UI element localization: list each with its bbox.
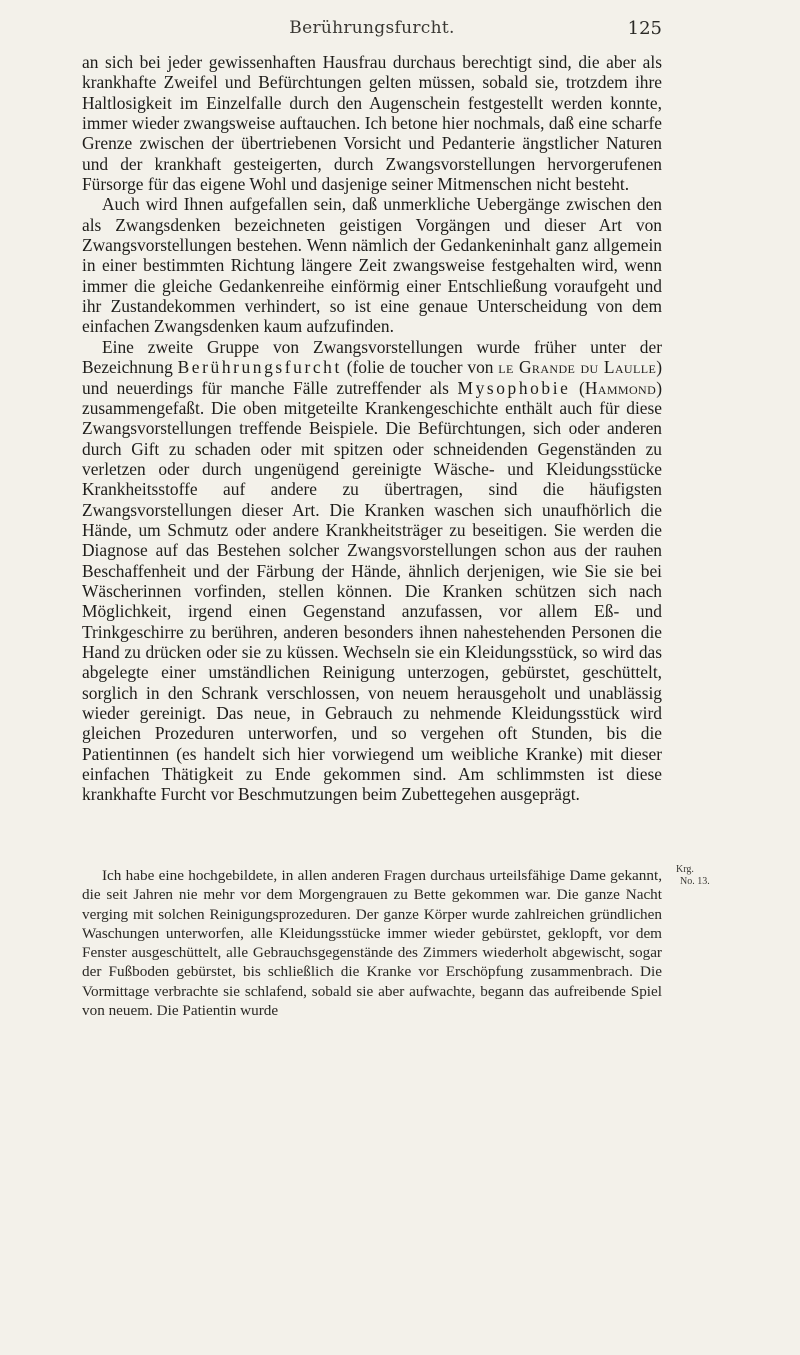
text-run: Auch wird Ihnen aufgefallen sein, daß unmerkliche Uebergänge zwischen den als Zwangsdenken bezeichneten geistigen Vorgängen und dieser Art von Zwangsvorstellungen bestehen. Wenn nämlich der Gedankeninhalt ganz allgemein in einer bestimmten Richtung längere Zeit zwangsweise festgehalten wird, wenn immer die gleiche Gedankenreihe einförmig einer Entschließung voraufgeht und ihr Zustandekommen verhindert, so ist eine genaue Unterscheidung von dem einfachen Zwangsdenken kaum aufzufinden.	[82, 194, 662, 337]
text-run: (folie de toucher von	[341, 357, 499, 378]
text-run: ) zusammengefaßt. Die oben mitgeteilte Krankengeschichte enthält auch für diese Zwangsvorstellungen treffende Beispiele. Die Befürchtungen, sich oder anderen durch Gift zu schaden oder mit spitzen oder schneidenden Gegenständen zu verletzen oder durch ungenügend gereinigte Wäsche- und Kleidungsstücke Krankheitsstoffe auf andere zu übertragen, sind die häufigsten Zwangsvorstellungen dieser Art. Die Kranken waschen sich unaufhörlich die Hände, um Schmutz oder andere Krankheitsträger zu beseitigen. Sie werden die Diagnose auf das Bestehen solcher Zwangsvorstellungen schon aus der rauhen Beschaffenheit und der Färbung der Hände, ähnlich derjenigen, wie Sie sie bei Wäscherinnen vorfinden, stellen können. Die Kranken schützen sich nach Möglichkeit, irgend einen Gegenstand anzufassen, vor allem Eß- und Trinkgeschirre zu berühren, anderen besonders ihnen nahestehenden Personen die Hand zu drücken oder sie zu küssen. Wechseln sie ein Kleidungsstück, so wird das abgelegte einer umständlichen Reinigung unterzogen, gebürstet, geschüttelt, sorglich in den Schrank verschlossen, von neuem herausgeholt und unablässig wieder gereinigt. Das neue, in Gebrauch zu nehmende Kleidungsstück wird gleichen Prozeduren unterworfen, und so vergehen oft Stunden, bis die Patientinnen (es handelt sich hier vorwiegend um weibliche Kranke) mit dieser einfachen Thätigkeit zu Ende gekommen sind. Am schlimmsten ist diese krankhafte Furcht vor Beschmutzungen beim Zubettegehen ausgeprägt.	[82, 377, 662, 805]
paragraph-p3	[82, 337, 662, 805]
running-title: Berührungsfurcht.	[289, 18, 455, 38]
page-number: 125	[627, 18, 662, 39]
emphasized-term: Mysophobie	[457, 377, 571, 398]
paragraph-p1	[82, 52, 662, 194]
main-text	[82, 52, 662, 805]
paragraph-p2	[82, 194, 662, 336]
margin-note-number: No. 13.	[680, 876, 710, 887]
case-report	[82, 866, 662, 1020]
emphasized-term: Berührungsfurcht	[177, 357, 342, 378]
text-run: (	[570, 377, 585, 398]
running-head	[82, 18, 662, 48]
case-report-paragraph: Ich habe eine hochgebildete, in allen anderen Fragen durchaus urteilsfähige Dame gekannt, die seit Jahren nie mehr vor dem Morgengrauen zu Bette gekommen war. Die ganze Nacht verging mit solchen Reinigungsprozeduren. Der ganze Körper wurde zahlreichen gründlichen Waschungen unterworfen, alle Kleidungsstücke immer wieder gebürstet, geklopft, vor dem Fenster ausgeschüttelt, alle Gebrauchsgegenstände des Zimmers wiederholt abgewischt, sogar der Fußboden gebürstet, bis schließlich die Kranke vor Erschöpfung zusammenbrach. Die Vormittage verbrachte sie schlafend, sobald sie aber aufwachte, begann das aufreibende Spiel von neuem. Die Patientin wurde	[82, 867, 662, 1020]
margin-note-ref: Krg.	[676, 864, 694, 875]
author-name: Hammond	[584, 377, 657, 398]
text-run: Eine zweite Gruppe von Zwangsvorstellungen wurde früher unter der Bezeichnung	[82, 336, 662, 378]
author-name: le Grande du Laulle	[498, 357, 657, 378]
text-run: ) und neuerdings für manche Fälle zutreffender als	[82, 357, 662, 398]
margin-note	[676, 864, 710, 888]
text-run: an sich bei jeder gewissenhaften Hausfrau durchaus berechtigt sind, die aber als krankhafte Zweifel und Befürchtungen gelten müssen, sobald sie, trotzdem ihre Haltlosigkeit im Einzelfalle durch den Augenschein festgestellt werden konnte, immer wieder zwangsweise auftauchen. Ich betone hier nochmals, daß eine scharfe Grenze zwischen der übertriebenen Vorsicht und Pedanterie ängstlicher Naturen und der krankhaft gesteigerten, durch Zwangsvorstellungen hervorgerufenen Fürsorge für das eigene Wohl und dasjenige seiner Mitmenschen nicht besteht.	[82, 52, 662, 195]
